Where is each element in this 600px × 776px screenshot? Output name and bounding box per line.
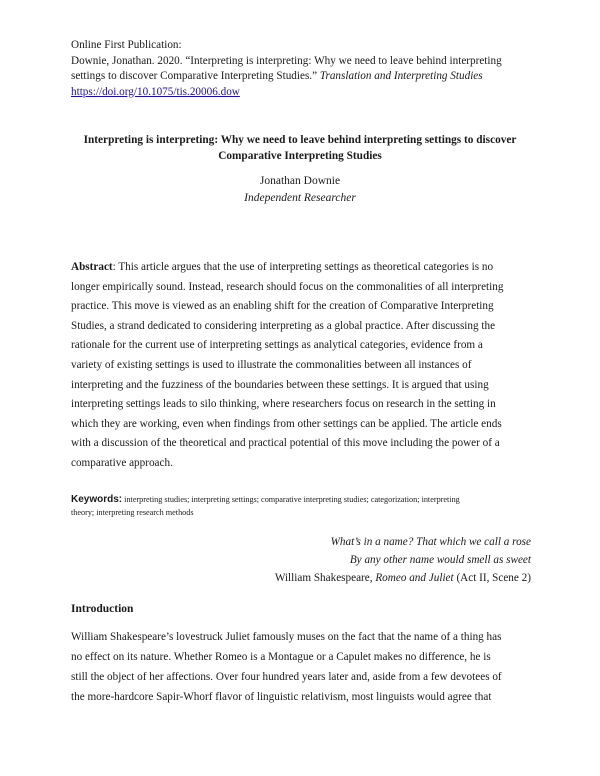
epigraph [250, 533, 531, 587]
abstract-line: interpreting and the fuzziness of the boundaries between these settings. It is argued that using [71, 378, 489, 391]
epigraph-text: What’s in a name? That which we call a rose [330, 536, 531, 548]
epigraph-attribution [250, 569, 531, 587]
attribution-work: Romeo and Juliet [375, 572, 454, 584]
abstract-line: which they are working, even when findings from other settings can be applied. The article ends [71, 417, 502, 430]
keywords-label: Keywords: [71, 494, 123, 505]
citation-line [71, 69, 531, 85]
abstract-line: comparative approach. [71, 456, 173, 469]
abstract-line [71, 258, 531, 278]
abstract-label: Abstract [71, 261, 113, 273]
abstract-line: interpreting settings leads to silo thinking, where researchers focus on research in the setting in [71, 398, 496, 411]
body-line: the more-hardcore Sapir-Whorf flavor of linguistic relativism, most linguists would agree that [71, 691, 492, 703]
body-line: no effect on its nature. Whether Romeo is a Montague or a Capulet makes no difference, he is [71, 651, 491, 663]
introduction-body [71, 627, 531, 707]
attribution-author: William Shakespeare, [274, 572, 376, 584]
publication-status: Online First Publication: [71, 39, 182, 51]
abstract-line: rationale for the current use of interpreting settings as analytical categories, evidence from a [71, 339, 483, 352]
abstract-line: variety of existing settings is used to illustrate the commonalities between all instances of [71, 358, 472, 371]
body-line: William Shakespeare’s lovestruck Juliet famously muses on the fact that the name of a thing has [71, 631, 502, 643]
section-heading-introduction: Introduction [71, 603, 134, 615]
epigraph-text: By any other name would smell as sweet [349, 554, 531, 566]
attribution-reference: (Act II, Scene 2) [453, 572, 531, 584]
doi-line [71, 85, 531, 101]
keywords-line [71, 494, 533, 507]
journal-name: Translation and Interpreting Studies [319, 70, 483, 82]
publication-info [71, 38, 531, 100]
epigraph-line [250, 533, 531, 551]
paper-title [60, 133, 540, 164]
abstract-text: : This article argues that the use of interpreting settings as theoretical categories is no [112, 261, 494, 273]
abstract-line: practice. This move is viewed as an enabling shift for the creation of Comparative Interpreting [71, 300, 494, 313]
keywords-text: interpreting studies; interpreting settings; comparative interpreting studies; categorization; interpreting [122, 495, 460, 504]
abstract-line: Studies, a strand dedicated to considering interpreting as a global practice. After discussing the [71, 319, 496, 332]
title-line: Comparative Interpreting Studies [218, 149, 382, 162]
keywords [71, 494, 533, 519]
abstract-line: longer empirically sound. Instead, research should focus on the commonalities of all interpreting [71, 280, 504, 293]
author-affiliation: Independent Researcher [244, 192, 356, 204]
epigraph-line [250, 551, 531, 569]
body-line: still the object of her affections. Over four hundred years later and, aside from a few devotees of [71, 671, 502, 683]
author-name: Jonathan Downie [259, 175, 341, 187]
doi-link[interactable]: https://doi.org/10.1075/tis.20006.dow [71, 85, 240, 98]
citation-text: settings to discover Comparative Interpreting Studies.” [71, 70, 320, 82]
abstract [71, 258, 531, 474]
abstract-line: with a discussion of the theoretical and practical potential of this move including the power of a [71, 437, 500, 450]
citation-line: Downie, Jonathan. 2020. “Interpreting is interpreting: Why we need to leave behind interpreting [71, 54, 502, 67]
keywords-line: theory; interpreting research methods [71, 507, 194, 517]
title-line: Interpreting is interpreting: Why we need to leave behind interpreting settings to discover [83, 134, 517, 146]
